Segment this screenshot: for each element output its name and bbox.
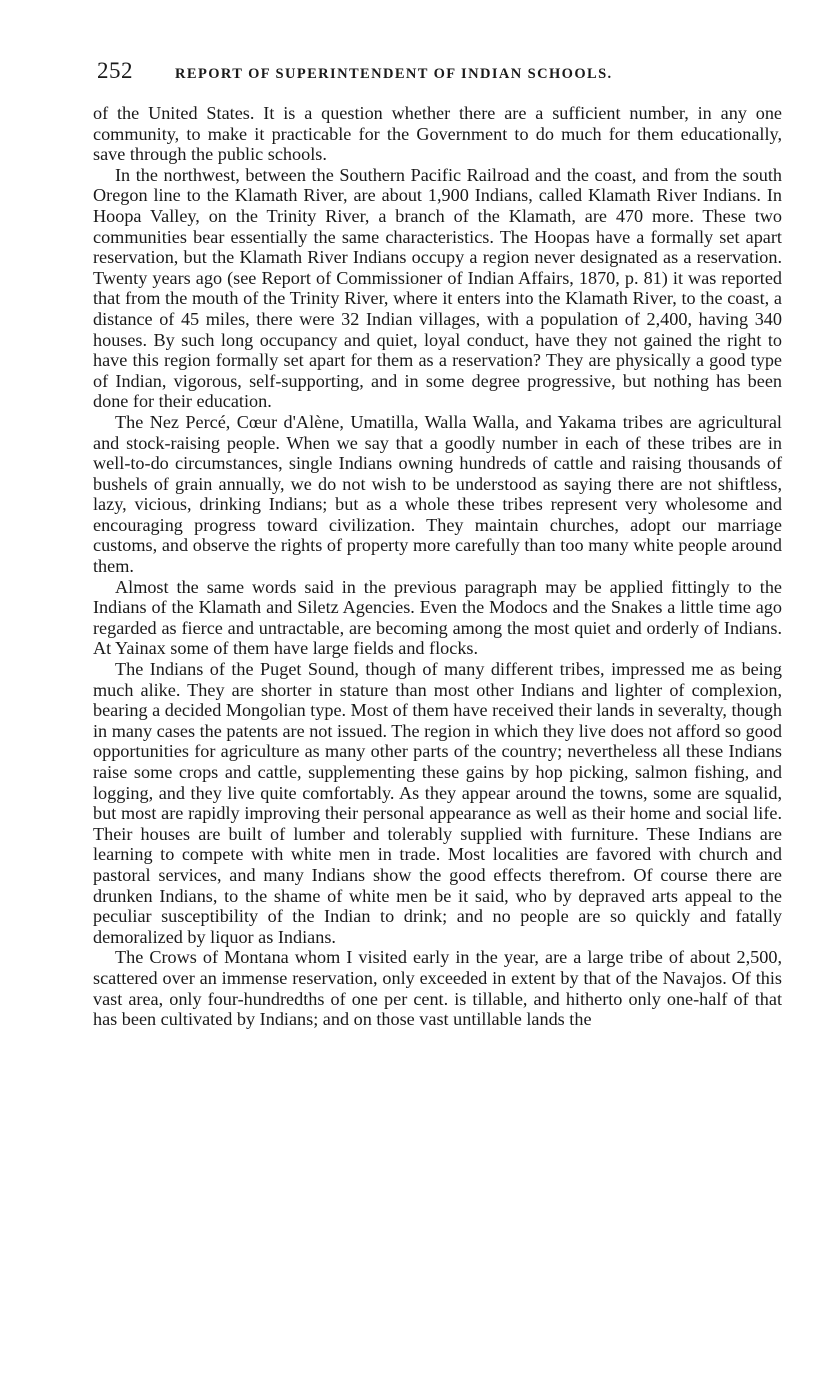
running-title: REPORT OF SUPERINTENDENT OF INDIAN SCHOOLS. [175, 66, 613, 82]
page-number: 252 [97, 58, 133, 83]
running-header [93, 58, 782, 98]
paragraph-crows-montana: The Crows of Montana whom I visited early in the year, are a large tribe of about 2,500, scattered over an immense reservation, only exceeded in extent by that of the Navajos. Of this vast area, only four-hundredths of one per cent. is tillable, and hitherto only one-half of that has been cultivated by Indians; and on those vast untillable lands the [93, 947, 782, 1030]
paragraph-klamath-siletz: Almost the same words said in the previous paragraph may be applied fittingly to the Indians of the Klamath and Siletz Agencies. Even the Modocs and the Snakes a little time ago regarded as fierce and untractable, are becoming among the most quiet and orderly of Indians. At Yainax some of them have large fields and flocks. [93, 576, 782, 659]
paragraph-klamath-river: In the northwest, between the Southern Pacific Railroad and the coast, and from the south Oregon line to the Klamath River, are about 1,900 Indians, called Klamath River Indians. In Hoopa Valley, on the Trinity River, a branch of the Klamath, are 470 more. These two communities bear essentially the same characteristics. The Hoopas have a formally set apart reservation, but the Klamath River Indians occupy a region never designated as a reservation. Twenty years ago (see Report of Commissioner of Indian Affairs, 1870, p. 81) it was reported that from the mouth of the Trinity River, where it enters into the Klamath River, to the coast, a distance of 45 miles, there were 32 Indian villages, with a population of 2,400, having 340 houses. By such long occupancy and quiet, loyal conduct, have they not gained the right to have this region formally set apart for them as a reservation? They are physically a good type of Indian, vigorous, self-supporting, and in some degree progressive, but nothing has been done for their education. [93, 164, 782, 412]
paragraph-continued: of the United States. It is a question whether there are a sufficient number, in any one community, to make it practicable for the Government to do much for them educationally, save through the public schools. [93, 103, 782, 165]
paragraph-nez-perce: The Nez Percé, Cœur d'Alène, Umatilla, Walla Walla, and Yakama tribes are agricultural and stock-raising people. When we say that a goodly number in each of these tribes are in well-to-do circumstances, single Indians owning hundreds of cattle and raising thousands of bushels of grain annually, we do not wish to be understood as saying there are not shiftless, lazy, vicious, drinking Indians; but as a whole these tribes represent very wholesome and encouraging progress toward civilization. They maintain churches, adopt our marriage customs, and observe the rights of property more carefully than too many white people around them. [93, 411, 782, 577]
body-text [93, 103, 782, 1030]
paragraph-puget-sound: The Indians of the Puget Sound, though of many different tribes, impressed me as being much alike. They are shorter in stature than most other Indians and lighter of complexion, bearing a decided Mongolian type. Most of them have received their lands in severalty, though in many cases the patents are not issued. The region in which they live does not afford so good opportunities for agriculture as many other parts of the country; nevertheless all these Indians raise some crops and cattle, supplementing these gains by hop picking, salmon fishing, and logging, and they live quite comfortably. As they appear around the towns, some are squalid, but most are rapidly improving their personal appearance as well as their home and social life. Their houses are built of lumber and tolerably supplied with furniture. These Indians are learning to compete with white men in trade. Most localities are favored with church and pastoral services, and many Indians show the good effects therefrom. Of course there are drunken Indians, to the shame of white men be it said, who by depraved arts appeal to the peculiar susceptibility of the Indian to drink; and no people are so quickly and fatally demoralized by liquor as Indians. [93, 659, 782, 947]
